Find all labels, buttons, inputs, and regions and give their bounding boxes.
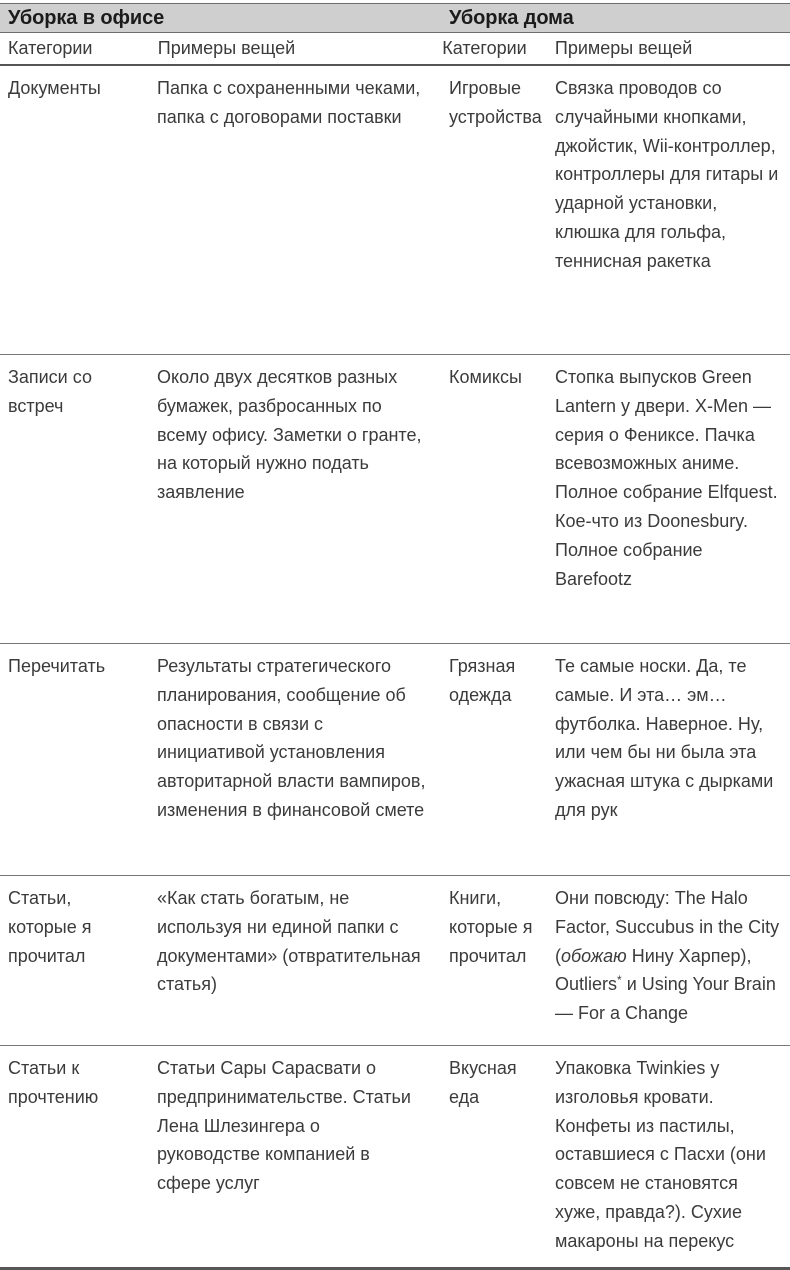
cell-home-category: Книги, которые я прочитал — [449, 888, 533, 966]
table-row — [0, 876, 790, 1046]
column-header-home-examples: Примеры вещей — [554, 38, 693, 58]
cell-home-examples — [543, 876, 790, 1045]
footnote-marker: * — [617, 973, 622, 988]
cell-home-category: Вкусная еда — [449, 1058, 517, 1107]
cell-home-examples: Связка проводов со случайными кнопками, джойстик, Wii-контроллер, контроллеры для гитары и ударной установки, клюшка для гольфа, теннисная ракетка — [555, 78, 779, 271]
table-row — [0, 1046, 790, 1270]
cell-office-category: Документы — [8, 78, 101, 98]
cell-home-category: Комиксы — [449, 367, 522, 387]
cell-office-category: Статьи к прочтению — [8, 1058, 99, 1107]
table-row — [0, 644, 790, 876]
cell-office-category: Перечитать — [8, 656, 106, 676]
table-row — [0, 355, 790, 644]
cell-office-examples: Папка с сохраненными чеками, папка с договорами поставки — [157, 78, 421, 127]
cell-home-category: Грязная одежда — [449, 656, 516, 705]
cell-home-examples: Упаковка Twinkies у изголовья кровати. Конфеты из пастилы, оставшиеся с Пасхи (они совсем не становятся хуже, правда?). Сухие макароны на перекус — [555, 1058, 766, 1251]
home-examples-text-tail: и Using Your Brain — For a Change — [555, 974, 776, 1024]
cell-office-category: Статьи, которые я прочитал — [8, 888, 92, 966]
group-header-office: Уборка в офисе — [8, 6, 165, 29]
home-examples-text-before-italic: Они повсюду: The Halo Factor, Succubus in the City ( — [555, 888, 780, 966]
cell-office-examples: «Как стать богатым, не используя ни единой папки с документами» (отвратительная статья) — [157, 888, 421, 995]
column-header-office-examples: Примеры вещей — [157, 38, 296, 58]
cell-office-examples: Результаты стратегического планирования, сообщение об опасности в связи с инициативой установления авторитарной власти вампиров, изменения в финансовой смете — [157, 656, 426, 820]
column-header-office-category: Категории — [8, 38, 93, 58]
comparison-table — [0, 3, 790, 1270]
group-header-home: Уборка дома — [449, 6, 574, 29]
cell-home-category: Игровые устройства — [449, 78, 542, 127]
column-header-home-category: Категории — [442, 38, 527, 58]
table-group-header-row — [0, 3, 790, 33]
cell-office-examples: Статьи Сары Сарасвати о предпринимательстве. Статьи Лена Шлезингера о руководстве компанией в сфере услуг — [157, 1058, 411, 1194]
cell-home-examples: Стопка выпусков Green Lantern у двери. X-Men — серия о Фениксе. Пачка всевозможных аниме. Полное собрание Elfquest. Кое-что из Doonesbury. Полное собрание Barefootz — [555, 367, 778, 589]
cell-home-examples: Те самые носки. Да, те самые. И эта… эм… футболка. Наверное. Ну, или чем бы ни была эта ужасная штука с дырками для рук — [555, 656, 774, 820]
home-examples-text-after-italic: Нину Харпер), Outliers — [555, 945, 752, 995]
home-examples-italic-emphasis: обожаю — [561, 945, 627, 966]
table-column-header-row — [0, 33, 790, 66]
cell-office-examples: Около двух десятков разных бумажек, разбросанных по всему офису. Заметки о гранте, на который нужно подать заявление — [157, 367, 422, 503]
cell-office-category: Записи со встреч — [8, 367, 92, 416]
table-row — [0, 66, 790, 355]
